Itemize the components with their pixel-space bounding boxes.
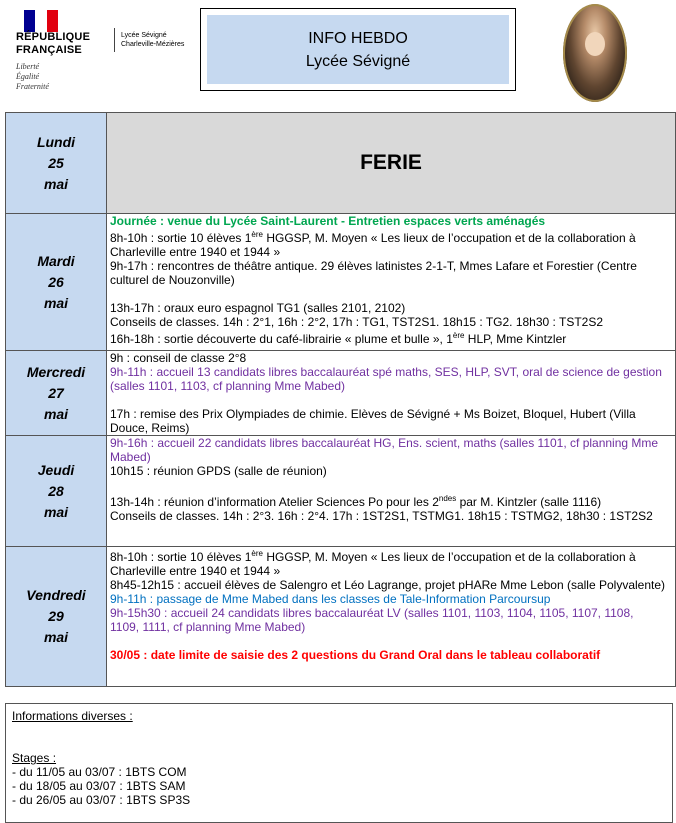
event: 8h-10h : sortie 10 élèves 1ère HGGSP, M. Moyen « Les lieux de l’occupation et de la collaboration à <box>110 230 636 245</box>
event: 9h-11h : accueil 13 candidats libres baccalauréat spé maths, SES, HLP, SVT, oral de science de gestion <box>110 365 662 379</box>
event: 9h-16h : accueil 22 candidats libres baccalauréat HG, Ens. scient, maths (salles 1101, cf planning Mme <box>110 436 659 450</box>
motto: Liberté Égalité Fraternité <box>16 62 49 91</box>
republique-francaise-logo: RÉPUBLIQUE FRANÇAISE <box>16 31 91 56</box>
event: 8h45-12h15 : accueil élèves de Salengro et Léo Lagrange, projet pHARe Mme Lebon (salle Polyvalente) <box>110 578 666 592</box>
day-cell: Jeudi 28 mai <box>6 436 107 547</box>
school-name: Lycée Sévigné Charleville-Mézières <box>121 32 185 48</box>
day-row-wednesday <box>6 351 676 436</box>
list-item: - du 11/05 au 03/07 : 1BTS COM <box>12 765 187 779</box>
day-row-thursday <box>6 436 676 547</box>
list-item: - du 18/05 au 03/07 : 1BTS SAM <box>12 779 186 793</box>
event: Conseils de classes. 14h : 2°3. 16h : 2°4. 17h : 1ST2S1, TSTMG1. 18h15 : TSTMG2, 18h30 : 1ST2S2 <box>110 509 653 523</box>
weekly-schedule <box>5 112 676 687</box>
event: Conseils de classes. 14h : 2°1, 16h : 2°2, 17h : TG1, TST2S1. 18h15 : TG2. 18h30 : TST2S2 <box>110 315 604 329</box>
title-box <box>200 8 516 91</box>
day-cell: Mercredi 27 mai <box>6 351 107 436</box>
stages-title: Stages : <box>12 751 57 765</box>
info-box <box>5 703 673 823</box>
french-flag-logo <box>24 10 58 32</box>
day-cell: Mardi 26 mai <box>6 214 107 351</box>
event: 13h-14h : réunion d’information Atelier Sciences Po pour les $2^{ndes}$ par M. Kintzler (salle 1116) <box>110 494 602 509</box>
events-cell: Journée : venue du Lycée Saint-Laurent - Entretien espaces verts aménagés 8h-10h : sortie 10 élèves 1ère HGGSP, M. Moyen « Les lieux de l’occupation et de la collaboration à Charleville entre 1940 et 1944 » 9h-17h : rencontres de théâtre antique. 29 élèves latinistes 2-1-T, Mmes Lafare et Forestier (Centre culturel de Nouzonville) 13h-17h : oraux euro espagnol TG1 (salles 2101, 2102) Conseils de classes. 14h : 2°1, 16h : 2°2, 17h : TG1, TST2S1. 18h15 : TG2. 18h30 : TST2S2 16h-18h : sortie découverte du café-librairie « plume et bulle », 1ère HLP, Mme Kintzler <box>107 214 676 351</box>
event: 10h15 : réunion GPDS (salle de réunion) <box>110 464 327 478</box>
event: 8h-10h : sortie 10 élèves 1ère HGGSP, M. Moyen « Les lieux de l’occupation et de la collaboration à <box>110 549 636 564</box>
event: 16h-18h : sortie découverte du café-librairie « plume et bulle », 1ère HLP, Mme Kintzler <box>110 331 567 346</box>
event: 9h-15h30 : accueil 24 candidats libres baccalauréat LV (salles 1101, 1103, 1104, 1105, 1107, 1108, <box>110 606 634 620</box>
info-title: Informations diverses : <box>12 709 133 723</box>
event: 9h-11h : passage de Mme Mabed dans les classes de Tale-Information Parcoursup <box>110 592 551 606</box>
event: 30/05 : date limite de saisie des 2 questions du Grand Oral dans le tableau collaboratif <box>110 648 601 662</box>
portrait-image <box>563 4 627 102</box>
holiday-label: FERIE <box>107 113 676 214</box>
page-title: INFO HEBDO <box>308 29 408 47</box>
event: 9h : conseil de classe 2°8 <box>110 351 247 365</box>
event: 9h-17h : rencontres de théâtre antique. 29 élèves latinistes 2-1-T, Mmes Lafare et Forestier (Centre <box>110 259 637 273</box>
events-cell: 9h : conseil de classe 2°8 9h-11h : accueil 13 candidats libres baccalauréat spé maths, SES, HLP, SVT, oral de science de gestion (salles 1101, 1103, cf planning Mme Mabed) 17h : remise des Prix Olympiades de chimie. Elèves de Sévigné + Ms Boizet, Bloquel, Hubert (Villa Douce, Reims) <box>107 351 676 436</box>
day-row-friday <box>6 547 676 687</box>
day-row-monday <box>6 113 676 214</box>
event: 17h : remise des Prix Olympiades de chimie. Elèves de Sévigné + Ms Boizet, Bloquel, Hubert (Villa <box>110 407 636 421</box>
events-cell: 8h-10h : sortie 10 élèves 1ère HGGSP, M. Moyen « Les lieux de l’occupation et de la collaboration à Charleville entre 1940 et 1944 » 8h45-12h15 : accueil élèves de Salengro et Léo Lagrange, projet pHARe Mme Lebon (salle Polyvalente) 9h-11h : passage de Mme Mabed dans les classes de Tale-Information Parcoursup 9h-15h30 : accueil 24 candidats libres baccalauréat LV (salles 1101, 1103, 1104, 1105, 1107, 1108, 1109, 1111, cf planning Mme Mabed) 30/05 : date limite de saisie des 2 questions du Grand Oral dans le tableau collaboratif <box>107 547 676 687</box>
day-row-tuesday <box>6 214 676 351</box>
event: 13h-17h : oraux euro espagnol TG1 (salles 2101, 2102) <box>110 301 406 315</box>
event: Journée : venue du Lycée Saint-Laurent - Entretien espaces verts aménagés <box>110 214 546 228</box>
list-item: - du 26/05 au 03/07 : 1BTS SP3S <box>12 793 191 807</box>
events-cell: 9h-16h : accueil 22 candidats libres baccalauréat HG, Ens. scient, maths (salles 1101, cf planning Mme Mabed) 10h15 : réunion GPDS (salle de réunion) 13h-14h : réunion d’information Atelier Sciences Po pour les $2^{ndes}$ par M. Kintzler (salle 1116) Conseils de classes. 14h : 2°3. 16h : 2°4. 17h : 1ST2S1, TSTMG1. 18h15 : TSTMG2, 18h30 : 1ST2S2 <box>107 436 676 547</box>
header <box>0 0 676 110</box>
divider <box>114 28 115 52</box>
day-cell: Vendredi 29 mai <box>6 547 107 687</box>
day-cell: Lundi 25 mai <box>6 113 107 214</box>
page-subtitle: Lycée Sévigné <box>305 52 411 70</box>
